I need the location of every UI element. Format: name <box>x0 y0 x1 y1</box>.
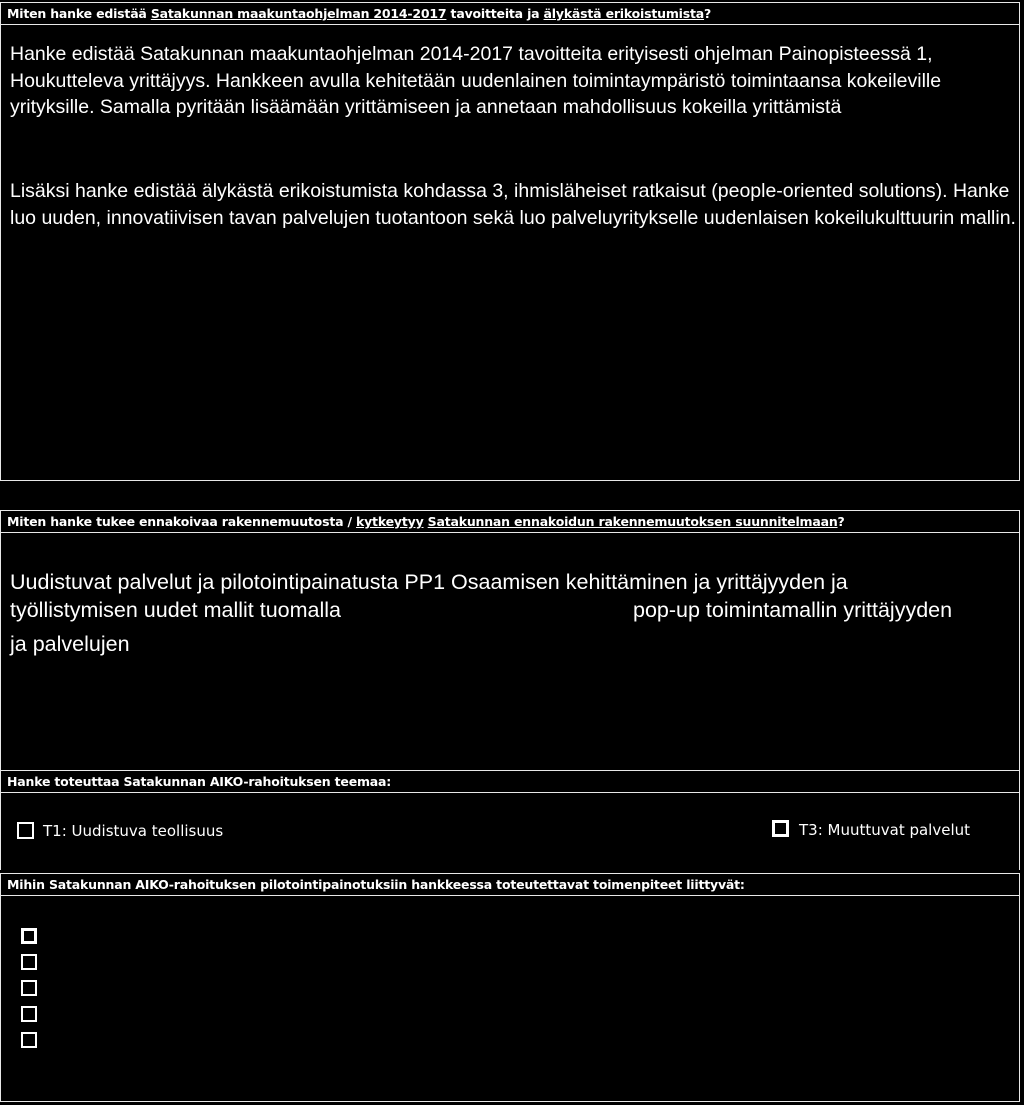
header-link-text: Satakunnan ennakoidun rakennemuutoksen suunnitelmaan <box>427 514 838 529</box>
header-link-text: Satakunnan maakuntaohjelman 2014-2017 <box>150 6 447 21</box>
option-t3-label: T3: Muuttuvat palvelut <box>799 821 971 839</box>
checkbox-t1[interactable] <box>17 822 34 839</box>
checkbox-pilot-2[interactable] <box>21 954 37 970</box>
header-link-text: älykästä erikoistumista <box>543 6 705 21</box>
section-rakennemuutos-header <box>1 511 1019 533</box>
section-aiko-teema <box>0 770 1020 870</box>
section-maakuntaohjelma <box>0 2 1020 481</box>
header-text: Miten hanke tukee ennakoivaa rakennemuutosta / <box>7 514 356 529</box>
answer-paragraph-2: Lisäksi hanke edistää älykästä erikoistumista kohdassa 3, ihmisläheiset ratkaisut (people-oriented solutions). Hanke luo uuden, innovatiivisen tavan palvelujen tuotantoon sekä luo palveluyritykselle uudenlaisen kokeilukulttuurin mallin. <box>10 180 1016 229</box>
section-pilotointipainotukset-header: Mihin Satakunnan AIKO-rahoituksen pilotointipainotuksiin hankkeessa toteutettavat toimenpiteet liittyvät: <box>1 874 1019 896</box>
checkbox-pilot-3[interactable] <box>21 980 37 996</box>
section-aiko-teema-header: Hanke toteuttaa Satakunnan AIKO-rahoituksen teemaa: <box>1 771 1019 793</box>
header-text: tavoitteita ja <box>446 6 544 21</box>
section-rakennemuutos <box>0 510 1020 774</box>
checkbox-t3[interactable] <box>772 820 789 837</box>
answer-line-1: Uudistuvat palvelut ja pilotointipainatusta PP1 Osaamisen kehittäminen ja yrittäjyyden ja <box>10 570 848 594</box>
checkbox-pilot-1[interactable] <box>21 928 37 944</box>
header-text: ? <box>704 6 712 21</box>
header-link-text: kytkeytyy <box>356 514 424 529</box>
answer-line-2a: työllistymisen uudet mallit tuomalla <box>10 598 341 622</box>
section-pilotointipainotukset <box>0 873 1020 1102</box>
header-text: ? <box>837 514 845 529</box>
checkbox-pilot-4[interactable] <box>21 1006 37 1022</box>
section-maakuntaohjelma-header <box>1 3 1019 25</box>
header-text: Miten hanke edistää <box>7 6 151 21</box>
answer-line-2b: pop-up toimintamallin yrittäjyyden <box>633 598 953 622</box>
option-t1-label: T1: Uudistuva teollisuus <box>43 822 224 840</box>
checkbox-pilot-5[interactable] <box>21 1032 37 1048</box>
answer-paragraph-1: Hanke edistää Satakunnan maakuntaohjelman 2014-2017 tavoitteita erityisesti ohjelman Painopisteessä 1, Houkutteleva yrittäjyys. Hankkeen avulla kehitetään uudenlainen toimintaympäristö toimintaansa kokeileville yrityksille. Samalla pyritään lisäämään yrittämiseen ja annetaan mahdollisuus kokeilla yrittämistä <box>10 43 942 118</box>
answer-line-3: ja palvelujen <box>10 632 130 656</box>
